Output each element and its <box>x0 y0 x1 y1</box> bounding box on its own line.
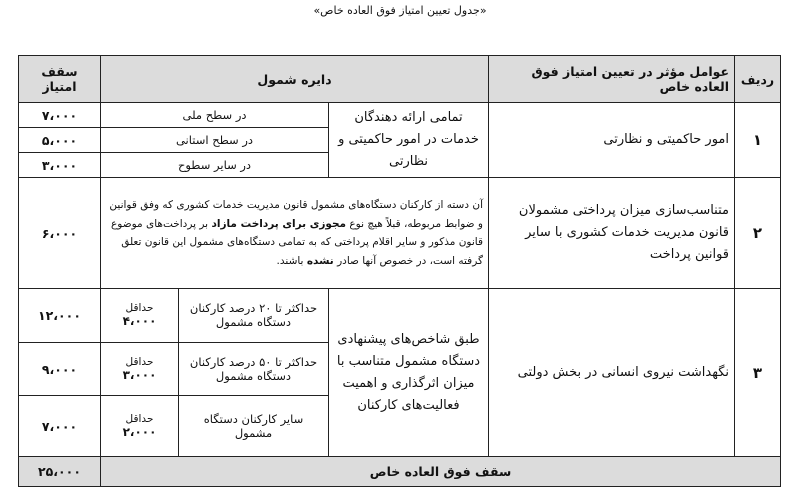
header-factors: عوامل مؤثر در تعیین امتیاز فوق العاده خاص <box>489 56 735 103</box>
row-3-group: طبق شاخص‌های پیشنهادی دستگاه مشمول متناسب با میزان اثرگذاری و اهمیت فعالیت‌های کارکنان <box>329 288 489 456</box>
row-1-level-3-score: ۳،۰۰۰ <box>19 153 101 178</box>
row-2-factor: متناسب‌سازی میزان پرداختی مشمولان قانون مدیریت خدمات کشوری با سایر قوانین پرداخت <box>489 178 735 289</box>
special-allowance-table <box>18 55 781 487</box>
row-3-level-3-min: حداقل ۲،۰۰۰ <box>101 396 179 457</box>
row-1-group: تمامی ارائه دهندگان خدمات در امور حاکمیتی و نظارتی <box>329 103 489 178</box>
header-row <box>19 56 781 103</box>
footer-row <box>19 457 781 487</box>
row-1-level-2-score: ۵،۰۰۰ <box>19 128 101 153</box>
row-2-description: آن دسته از کارکنان دستگاه‌های مشمول قانون مدیریت خدمات کشوری که وفق قوانین و ضوابط مربوطه، قبلاً هیچ نوع مجوزی برای پرداخت مازاد بر پرداخت‌های موضوع قانون مذکور و سایر اقلام پرداختی که به تمامی دستگاه‌های مشمول این قانون تعلق گرفته است، در خصوص آنها صادر نشده باشند. <box>101 178 489 289</box>
header-radif: ردیف <box>735 56 781 103</box>
header-scope: دایره شمول <box>101 56 489 103</box>
row-1-level-3-label: در سایر سطوح <box>101 153 329 178</box>
row-3-level-1-label: حداکثر تا ۲۰ درصد کارکنان دستگاه مشمول <box>179 288 329 342</box>
row-3-level-3-score: ۷،۰۰۰ <box>19 396 101 457</box>
row-1-level-1-label: در سطح ملی <box>101 103 329 128</box>
row-2-index: ۲ <box>735 178 781 289</box>
row-1-index: ۱ <box>735 103 781 178</box>
table-caption: «جدول تعیین امتیاز فوق العاده خاص» <box>313 4 487 17</box>
row-1-level-1 <box>19 103 781 128</box>
row-3-level-2-score: ۹،۰۰۰ <box>19 342 101 396</box>
header-ceiling: سقف امتیاز <box>19 56 101 103</box>
row-3-level-1 <box>19 288 781 342</box>
row-3-level-1-score: ۱۲،۰۰۰ <box>19 288 101 342</box>
row-2-bold-phrase: مجوزی برای پرداخت مازاد <box>211 217 347 230</box>
row-3-level-2-label: حداکثر تا ۵۰ درصد کارکنان دستگاه مشمول <box>179 342 329 396</box>
row-1-level-2-label: در سطح استانی <box>101 128 329 153</box>
row-3-factor: نگهداشت نیروی انسانی در بخش دولتی <box>489 288 735 456</box>
row-1-factor: امور حاکمیتی و نظارتی <box>489 103 735 178</box>
footer-score: ۲۵،۰۰۰ <box>19 457 101 487</box>
row-1-level-1-score: ۷،۰۰۰ <box>19 103 101 128</box>
row-3-level-1-min: حداقل ۴،۰۰۰ <box>101 288 179 342</box>
row-2 <box>19 178 781 289</box>
footer-label: سقف فوق العاده خاص <box>101 457 781 487</box>
row-2-bold-word: نشده <box>306 254 334 267</box>
row-3-level-2-min: حداقل ۳،۰۰۰ <box>101 342 179 396</box>
row-3-index: ۳ <box>735 288 781 456</box>
row-2-score: ۶،۰۰۰ <box>19 178 101 289</box>
row-3-level-3-label: سایر کارکنان دستگاه مشمول <box>179 396 329 457</box>
